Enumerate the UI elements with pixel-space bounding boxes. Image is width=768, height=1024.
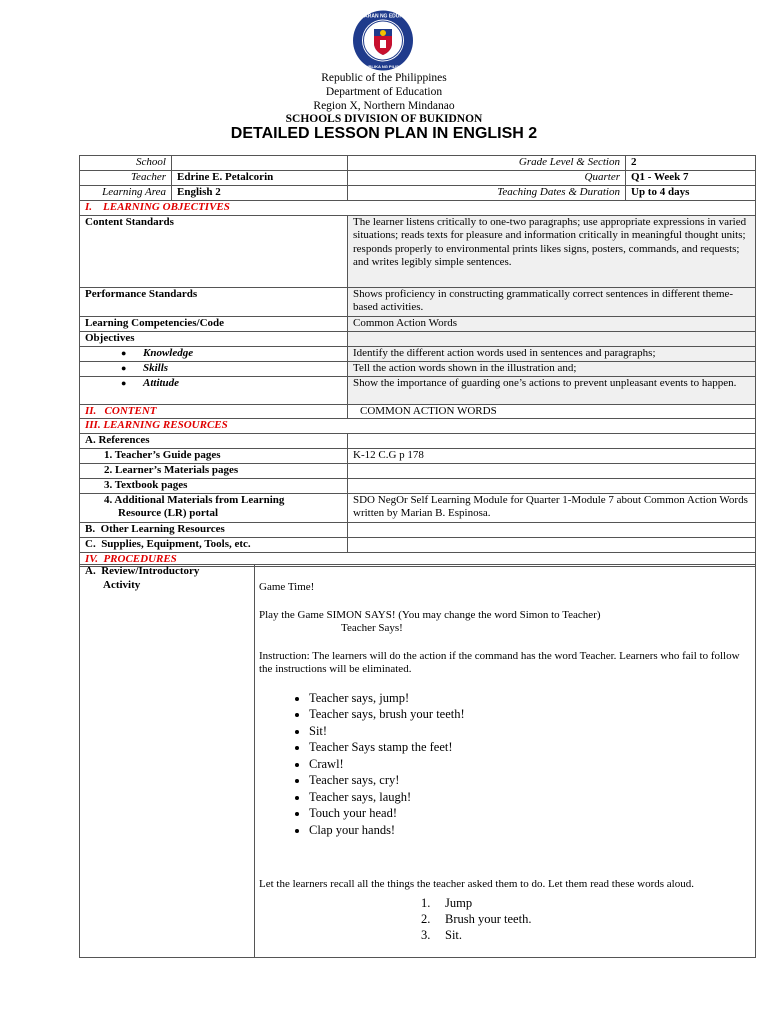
objectives-value-empty <box>348 331 756 346</box>
teachers-guide-label: 1. Teacher’s Guide pages <box>80 448 348 463</box>
list-item: 1. Jump <box>421 895 473 910</box>
list-item: • Teacher Says stamp the feet! <box>309 739 751 756</box>
objectives-heading: I. LEARNING OBJECTIVES <box>80 201 756 216</box>
procedures-heading: IV. PROCEDURES <box>80 552 756 567</box>
bullet-icon: ● <box>121 362 127 373</box>
quarter-label: Quarter <box>348 171 626 186</box>
list-item: • Teacher says, cry! <box>309 772 751 789</box>
play-line-text: Play the Game SIMON SAYS! (You may change the word Simon to Teacher) <box>259 608 601 621</box>
content-standards-label: Content Standards <box>80 215 348 287</box>
header-department: Department of Education <box>325 86 443 98</box>
additional-materials-label: 4. Additional Materials from Learning Resource (LR) portal <box>80 493 348 522</box>
learning-area-value: English 2 <box>172 186 348 201</box>
objectives-resources-table <box>79 200 756 567</box>
review-activity-content <box>255 565 756 958</box>
supplies-value-empty <box>348 537 756 552</box>
learners-materials-value-empty <box>348 463 756 478</box>
list-item: • Teacher says, laugh! <box>309 789 751 806</box>
knowledge-value: Identify the different action words used in sentences and paragraphs; <box>348 346 756 361</box>
list-item: 2. Brush your teeth. <box>421 911 532 926</box>
skills-row-label: ● Skills <box>80 361 348 376</box>
list-item: 3. Sit. <box>421 927 463 942</box>
dates-value: Up to 4 days <box>626 186 756 201</box>
list-item: • Crawl! <box>309 756 751 773</box>
competencies-label: Learning Competencies/Code <box>80 316 348 331</box>
teacher-label: Teacher <box>80 171 172 186</box>
additional-materials-value: SDO NegOr Self Learning Module for Quarter 1-Module 7 about Common Action Words written by Marian B. Espinosa. <box>348 493 756 522</box>
objectives-label: Objectives <box>80 331 348 346</box>
svg-text:REPUBLIKA NG PILIPINAS: REPUBLIKA NG PILIPINAS <box>357 64 409 69</box>
header-republic: Republic of the Philippines <box>321 72 447 84</box>
other-resources-value-empty <box>348 522 756 537</box>
list-item: • Teacher says, brush your teeth! <box>309 706 751 723</box>
header-region: Region X, Northern Mindanao <box>313 100 455 112</box>
textbook-value-empty <box>348 478 756 493</box>
quarter-value: Q1 - Week 7 <box>626 171 756 186</box>
performance-standards-label: Performance Standards <box>80 287 348 316</box>
attitude-row-label: ● Attitude <box>80 376 348 404</box>
list-item: • Touch your head! <box>309 805 751 822</box>
content-standards-value: The learner listens critically to one-two paragraphs; use appropriate expressions in varied situations; reads texts for pleasure and information critically in meaningful thought units; responds properly to environmental prints likes signs, posters, commands, and requests; and writes legibly simple sentences. <box>348 215 756 287</box>
content-value: COMMON ACTION WORDS <box>348 404 756 419</box>
teacher-value: Edrine E. Petalcorin <box>172 171 348 186</box>
game-time-text: Game Time! <box>259 581 315 593</box>
recall-text: Let the learners recall all the things the teacher asked them to do. Let them read these words aloud. <box>259 878 694 890</box>
list-item: • Teacher says, jump! <box>309 690 751 707</box>
skills-value: Tell the action words shown in the illustration and; <box>348 361 756 376</box>
grade-value: 2 <box>626 156 756 171</box>
performance-standards-value: Shows proficiency in constructing grammatically correct sentences in different theme-based activities. <box>348 287 756 316</box>
supplies-label: C. Supplies, Equipment, Tools, etc. <box>80 537 348 552</box>
learners-materials-label: 2. Learner’s Materials pages <box>80 463 348 478</box>
review-activity-label: A. Review/Introductory Activity <box>80 565 255 958</box>
lesson-plan-table <box>79 155 756 201</box>
page-title: DETAILED LESSON PLAN IN ENGLISH 2 <box>230 125 538 142</box>
list-item: • Clap your hands! <box>309 822 751 839</box>
resources-heading: III. LEARNING RESOURCES <box>80 419 756 434</box>
other-resources-label: B. Other Learning Resources <box>80 522 348 537</box>
procedures-table <box>79 564 756 958</box>
commands-list <box>259 690 751 839</box>
content-heading: II. CONTENT <box>80 404 348 419</box>
bullet-icon: ● <box>121 347 127 358</box>
dates-label: Teaching Dates & Duration <box>348 186 626 201</box>
school-value <box>172 156 348 171</box>
list-item: • Sit! <box>309 723 751 740</box>
references-label: A. References <box>80 433 348 448</box>
attitude-value: Show the importance of guarding one’s actions to prevent unpleasant events to happen. <box>348 376 756 404</box>
references-value-empty <box>348 433 756 448</box>
school-label: School <box>80 156 172 171</box>
teachers-guide-value: K-12 C.G p 178 <box>348 448 756 463</box>
svg-text:KAGAWARAN NG EDUKASYON: KAGAWARAN NG EDUKASYON <box>345 13 421 20</box>
numbered-list <box>259 895 751 943</box>
header-division: SCHOOLS DIVISION OF BUKIDNON <box>285 113 483 125</box>
deped-seal-logo <box>343 9 423 72</box>
teacher-says-text: Teacher Says! <box>341 622 403 634</box>
competencies-value: Common Action Words <box>348 316 756 331</box>
learning-area-label: Learning Area <box>80 186 172 201</box>
textbook-label: 3. Textbook pages <box>80 478 348 493</box>
bullet-icon: ● <box>121 377 127 388</box>
grade-label: Grade Level & Section <box>348 156 626 171</box>
instruction-text: Instruction: The learners will do the action if the command has the word Teacher. Learners who fail to follow the instructions will be eliminated. <box>259 649 740 675</box>
knowledge-row-label: ● Knowledge <box>80 346 348 361</box>
